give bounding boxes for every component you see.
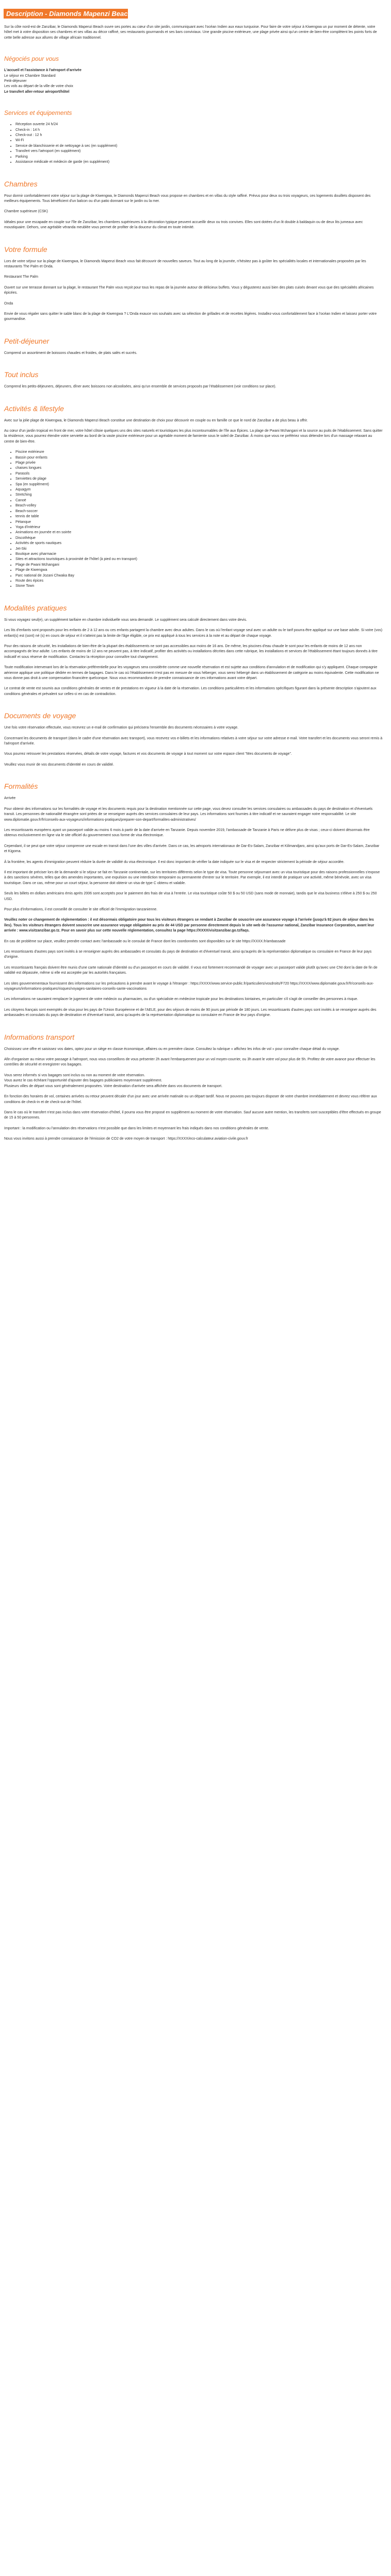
transport-paragraph: En fonction des horaires de vol, certaines arrivées ou retour peuvent décaler d'un jour avec une arrivée matinale ou un départ tardif. Nous ne pouvons pas toujours disposer de votre chambre immédiatement et devrez vous référer aux conditions de check-in et de check-out de l'hôtel. [4, 1095, 377, 1104]
negotiated-line: Le séjour en Chambre Standard [4, 74, 56, 78]
transport-paragraph: Afin d'organiser au mieux votre passage à l'aéroport, nous vous conseillons de vous présenter 2h avant l'embarquement pour un vol moyen-courrier, ou 3h avant le votre vol pour plus de 5h. Profitez de votre avance pour effectuer les contrôles de sécurité et enregistrer vos bagages. [4, 1058, 376, 1067]
terms-paragraph: Les lits d'enfants sont proposés pour les enfants de 2 à 12 ans ou ces enfants partagent la chambre avec deux adultes. Dans le cas où l'enfant voyage seul avec un adulte ou le tarif pourra être appliqué sur une base adulte. Si votre (vos) enfant(s) est (sont) né (s) en cours de séjour et il n'atteint pas la limite de l'âge éligible, ce prix est appliqué à tous les services à la note et au départ de chaque voyage. [4, 629, 383, 638]
services-item: • Transfert vers l'aéroport (en supplément) [15, 149, 383, 154]
activities-item: • Jet-Ski [15, 547, 383, 552]
services-item: • Assistance médicale et médecin de garde (en supplément) [15, 160, 383, 165]
activities-item: • Piscine extérieure [15, 450, 383, 455]
section-title-travel-documents: Documents de voyage [4, 711, 76, 720]
formalities-paragraph: Il est important de préciser lors de la demande si le séjour se fait en Tanzanie continentale, sur les territoires différents selon le type de visa. Toute personne séjournant avec un visa touristique pour des raisons professionnelles s'expose à des sanctions sévères, telles que des amendes importantes, une expulsion ou une interdiction temporaire ou permanente d'entrer sur le territoire. Par exemple, il est interdit de pratiquer une activité, même bénévole, avec un visa touristique. Dans ce cas, même pour un court séjour, la personne doit obtenir un visa de type C obtenu et valable. [4, 870, 380, 885]
terms-paragraph: Toute modification intervenant lors de la réservation préférentielle pour les voyageurs sera considérée comme une nouvelle réservation et est sujette aux conditions d'annulation et de modification qui s'y appliquent. Chaque compagnie aérienne applique une politique dédiée en termes de bagages. Dans le cas où l'établissement n'est pas en mesure de vous héberger, vous serez hébergé dans un établissement de catégorie au moins équivalente. Cette modification ne vous donne pas droit à une compensation financière quelconque. Nous vous recommandons de prendre connaissance de ces informations avant votre départ. [4, 666, 379, 681]
formalities-paragraph: Les sites gouvernementaux fournissent des informations sur les précautions à prendre avant le voyage à l'étranger : https://XXXX/www.service-public.fr/particuliers/vosdroits/F720 https://XXXX/www.diplomatie.gouv.fr/fr/conseils-aux-voyageurs/informations-pratiques/risques/voyages-sanitaires-conseils-sante-vaccinations [4, 981, 374, 991]
activities-item: • Spa (en supplément) [15, 482, 383, 487]
activities-item: • Discothèque [15, 536, 383, 541]
activities-item: • Plage de Pwani Mchangani [15, 563, 383, 568]
negotiated-line: L'accueil et l'assistance à l'aéroport d'arrivée [4, 69, 82, 73]
activities-item: • Yoga d'intérieur [15, 525, 383, 530]
page [0, 9, 391, 2576]
section-title-transport: Informations transport [4, 1032, 75, 1041]
formalities-paragraph: Les citoyens français sont exemptés de visa pour les pays de l'Union Européenne et de l'AELE, pour des séjours de moins de 90 jours par période de 180 jours. Les ressortissants d'autres pays sont invités à se renseigner auprès des ambassades et consulats du pays de destination et d'éventuel transit, ainsi qu'auprès de la représentation diplomatique ou consulaire en France de leur pays d'origine. [4, 1008, 377, 1018]
formalities-subtitle: Arrivée [4, 796, 16, 801]
activities-item: • Bassin pour enfants [15, 455, 383, 461]
activities-item: • Beach-soccer [15, 509, 383, 514]
transport-paragraph: Dans le cas où le transfert n'est pas inclus dans votre réservation d'hôtel, il pourra vous être proposé en supplément au moment de votre réservation. Sauf aucune autre mention, les transferts sont susceptibles d'être effectués en groupe de 15 à 50 personnes. [4, 1110, 381, 1120]
transport-line: Vous aurez le cas échéant l'opportunité d'ajouter des bagages publiciaires moyennant supplément. [4, 1079, 162, 1083]
travel-documents-paragraph: Concernant les documents de transport (dans le cadre d'une réservation avec transport), vous recevrez vos e-billets et les informations relatives à votre séjour sur votre adresse e-mail. Votre transfert et les documents vous seront remis à l'aéroport d'arrivée. [4, 736, 383, 746]
formalities-paragraph: Seuls les billets en dollars américains émis après 2006 sont acceptés pour le paiement des frais de visa à l'entrée. Le visa touristique coûte 50 $ ou 50 USD (sans mode de monnaie), tandis que le visa business s'élève à 250 $ ou 250 USD. [4, 892, 377, 901]
section-title-formula: Votre formule [4, 245, 47, 253]
formalities-paragraph: Pour obtenir des informations sur les formalités de voyage et les documents requis pour la destination mentionnée sur cette page, vous devez consulter les services consulaires ou ambassades du pays de destination et d'éventuels transit. Les personnes de nationalité étrangère sont priées de se renseigner auprès des services consulaires de leur pays. Les informations sont fournies à titre indicatif et ne sauraient engager notre responsabilité. Le site www.diplomatie.gouv.fr/fr/conseils-aux-voyageurs/informations-pratiques/preparer-son-depart/formalites-administratives/ [4, 807, 373, 822]
activities-item: • Parasols [15, 471, 383, 477]
activities-item: • Serviettes de plage [15, 477, 383, 482]
activities-item: • Canoë [15, 498, 383, 503]
transport-paragraph: Nous vous invitons aussi à prendre connaissance de l'émission de CO2 de votre moyen de transport : https://XXXX/eco-calculateur.aviation-civile.gouv.fr [4, 1137, 248, 1141]
negotiated-line: Le transfert aller-retour aéroport/hôtel [4, 90, 70, 94]
section-title-activities: Activités & lifestyle [4, 404, 64, 413]
formalities-paragraph: En cas de problème sur place, veuillez prendre contact avec l'ambassade ou le consulat de France dont les coordonnées sont disponibles sur le site https://XXXX.fr/ambassade [4, 939, 286, 943]
intro-paragraph: Sur la côte nord-est de Zanzibar, le Diamonds Mapenzi Beach ouvre ses portes au cœur d'un site jardin, communiquant avec l'océan Indien aux eaux turquoise. Pour faire de votre séjour à Kiwengwa un pur moment de détente, votre hôtel met à votre disposition ses chambres et ses villas au décor raffiné, ses restaurants gourmands et ses bars conviviaux. Une grande piscine extérieure, une plage privée ainsi qu'un centre de bien-être complètent les points forts de cette belle adresse aux allures de village africain traditionnel. [4, 25, 377, 40]
activities-item: • tennis de table [15, 514, 383, 519]
activities-item: • Pétanque [15, 520, 383, 525]
dining-paragraph: Ouvert sur une terrasse donnant sur la plage, le restaurant The Palm vous reçoit pour tous les repas de la journée autour de délicieux buffets. Vous y dégusterez aussi bien des plats cuisés devant vous que des spécialités africaines épicées. [4, 285, 374, 295]
dining-paragraph: Envie de vous régaler sans quitter le sable blanc de la plage de Kiwengwa ? L'Onda exauce vos souhaits avec sa sélection de grillades et de recettes légères. Installez-vous confortablement face à l'océan Indien et laissez porter votre gourmandise. [4, 312, 377, 321]
activities-item: • Beach-volley [15, 503, 383, 509]
section-title-terms: Modalités pratiques [4, 603, 67, 612]
activities-item: • Route des épices [15, 579, 383, 584]
formalities-paragraph: Les ressortissants européens ayant un passeport valide au moins 6 mois à partir de la date d'arrivée en Tanzanie. Depuis novembre 2019, l'ambassade de Tanzanie à Paris ne délivre plus de visas ; ceux-ci doivent désormais être obtenus exclusivement en ligne via le site officiel du gouvernement sous forme de visa électronique. [4, 828, 370, 838]
section-title-breakfast: Petit-déjeuner [4, 336, 50, 345]
activities-paragraph: Au cœur d'un jardin tropical en front de mer, votre hôtel côtoie quelques uns des sites naturels et touristiques les plus incontournables de l'île aux Épices. La plage de Pwani Mchangani et la source au puits de l'établissement. Sans quitter la résidence, vous pourrez étendre votre serviette au bord de la vaste piscine extérieure pour un agréable moment de farniente sous le soleil de Zanzibar. À moins que vous ne préfériez vous détendre lors d'un massage relaxant au centre de bien-être. [4, 429, 383, 444]
activities-item: • Parc national de Jozani Chwaka Bay [15, 573, 383, 579]
transport-line: Vous serez informés si vos bagages sont inclus ou non au moment de votre réservation. [4, 1073, 145, 1077]
activities-item: • Animations en journée et en soirée [15, 530, 383, 535]
breakfast-paragraph: Comprend un assortiment de boissons chaudes et froides, de plats salés et sucrés. [4, 351, 137, 355]
services-item: • Parking [15, 155, 383, 160]
services-item: • Réception ouverte 24 h/24 [15, 122, 383, 127]
formalities-paragraph: Cependant, il se peut que votre séjour comprenne une escale en transit dans l'une des villes d'arrivée. Dans ce cas, les aéroports internationaux de Dar-Es-Salam, Zanzibar et Kilimandjaro, ainsi qu'aux ports de Dar-Es-Salam, Zanzibar et Kigoma. [4, 844, 380, 854]
terms-paragraph: Pour des raisons de sécurité, les installations de bien-être de la plupart des établissements ne sont pas accessibles aux moins de 16 ans. De même, les piscines d'eau chaude le sont pour les enfants de moins de 12 ans non accompagnés de leur adulte. Les enfants de moins de 12 ans ne peuvent pas, à titre indicatif, profiter des activités ou installations décrites dans cette rubrique, les installations et services de l'établissement étant toujours donnés à titre indicatif et sous réserve de modification. Contactez la réception pour connaître tout changement. [4, 645, 378, 659]
description-content [0, 19, 391, 1142]
travel-documents-paragraph: Veuillez vous munir de vos documents d'identité en cours de validité. [4, 762, 115, 767]
terms-paragraph: Si vous voyagez seul(e), un supplément tarifaire en chambre individuelle vous sera demandé. Le supplément sera calculé directement dans votre devis. [4, 618, 247, 622]
travel-documents-paragraph: Une fois votre réservation effectuée, vous recevrez un e-mail de confirmation qui précisera l'ensemble des documents nécessaires à votre voyage. [4, 726, 239, 730]
services-item: • Check-out : 12 h [15, 133, 383, 138]
services-item: • Wi-Fi [15, 138, 383, 143]
activities-paragraph: Avec sur la jolie plage de Kiwengwa, le Diamonds Mapenzi Beach constitue une destination de choix pour découvrir en couple ou en famille ce que le nord de Zanzibar a de plus beau à offrir. [4, 418, 308, 422]
negotiated-line: Petit-déjeuner [4, 79, 27, 83]
formalities-paragraph: Les informations ne sauraient remplacer le jugement de votre médecin ou pharmacien, ou d'un spécialiste en médecine tropicale pour les destinations lointaines, en particulier s'il s'agit de conseiller des personnes à risque. [4, 997, 359, 1002]
negotiated-line: Les vols au départ de la ville de votre choix [4, 84, 73, 89]
formalities-paragraph: Les ressortissants d'autres pays sont invités à se renseigner auprès des ambassades et consulats du pays de destination et d'éventuel transit, ainsi qu'auprès de la représentation diplomatique ou consulaire en France de leur pays d'origine. [4, 950, 372, 959]
activities-item: • Plage privée [15, 461, 383, 466]
activities-item: • Sites et attractions touristiques à proximité de l'hôtel (à pied ou en transport) [15, 557, 383, 562]
activities-item: • chaises longues [15, 466, 383, 471]
services-item: • Service de blanchisserie et de nettoyage à sec (en supplément) [15, 144, 383, 149]
page-title: Description - Diamonds Mapenzi Beach - 4* [4, 9, 128, 19]
formalities-paragraph: Les ressortissants français doivent être munis d'une carte nationale d'identité ou d'un passeport en cours de validité. Il vous est fortement recommandé de voyager avec un passeport valide plutôt qu'avec une CNI dont la date de fin de validité est dépassée, même si elle est acceptée par les autorités françaises. [4, 965, 378, 975]
rooms-paragraph: Pour dormir confortablement votre séjour sur la plage de Kiwengwa, le Diamonds Mapenzi Beach vous propose en chambres et en villas du style raffiné. Prévus pour deux ou trois voyageurs, ces logements douillets disposent des meilleurs équipements. Tous bénéficient d'un balcon ou d'un patio donnant sur le jardin ou la mer. [4, 194, 371, 203]
activities-item: • Activités de sports nautiques [15, 541, 383, 546]
section-title-all-inclusive: Tout inclus [4, 370, 39, 379]
rooms-paragraph: Chambre supérieure (CSK) [4, 210, 48, 214]
activities-item: • Aquagym [15, 487, 383, 493]
rooms-paragraph: Idéales pour une escapade en couple sur l'île de Zanzibar, les chambres supérieures à la décoration typique peuvent accueillir deux ou trois convives. Elles sont dotées d'un lit double à baldaquin ou de deux lits jumeaux avec moustiquaire. Dehors, une agréable véranda meublée vous permet de profiter de la douceur du climat en toute intimité. [4, 220, 363, 230]
transport-paragraph: Choisissez une offre et saisissez vos dates, optez pour un siège en classe économique, affaires ou en première classe. Consultez la rubrique « affichez les infos de vol » pour connaître chaque détail du voyage. [4, 1047, 340, 1051]
activities-list [4, 450, 383, 589]
dining-paragraph: Restaurant The Palm [4, 275, 39, 279]
services-item: • Check-in : 14 h [15, 128, 383, 133]
insurance-notice: Veuillez noter ce changement de réglementation : il est désormais obligatoire pour tous les visiteurs étrangers se rendant à Zanzibar de souscrire une assurance voyage à l'arrivée (jusqu'à 92 jours de séjour dans les îles). Tous les visiteurs étrangers doivent souscrire une assurance voyage obligatoire au prix de 44 USD par personne directement depuis le site web de l'assureur national, Zanzibar Insurance Corporation, avant leur arrivée : www.visitzanzibar.go.tz. Pour en savoir plus sur cette nouvelle réglementation, consultez la page https://XXXX/visitzanzibar.go.tz/faqs. [4, 918, 374, 933]
terms-paragraph: Le contrat de vente est soumis aux conditions générales de ventes et de prestations en vigueur à la date de la réservation. Les conditions particulières et les informations spécifiques figurant dans la présente description s'ajoutent aux conditions générales et prévalent sur celles-ci en cas de contradiction. [4, 687, 377, 696]
section-title-services: Services et équipements [4, 109, 72, 117]
activities-item: • Stone Town [15, 584, 383, 589]
travel-documents-paragraph: Vous pourrez retrouver les prestations réservées, détails de votre voyage, factures et vos documents de voyage à tout moment sur votre espace client "Mes documents de voyage". [4, 752, 292, 756]
transport-paragraph: Plusieurs villes de départ vous sont généralement proposées. Votre destination d'arrivée sera affichée dans vos documents de transport. [4, 1084, 223, 1088]
section-title-rooms: Chambres [4, 179, 38, 188]
services-list [4, 122, 383, 165]
activities-item: • Plage de Kiwengwa [15, 568, 383, 573]
section-title-negotiated: Négociés pour vous [4, 55, 59, 63]
formalities-paragraph: Pour plus d'informations, il est conseillé de consulter le site officiel de l'immigration tanzanienne. [4, 907, 158, 911]
transport-paragraph: Important : la modification ou l'annulation des réservations n'est possible que dans les limites et moyennant les frais indiqués dans nos conditions générales de vente. [4, 1126, 269, 1130]
activities-item: • Stretching [15, 493, 383, 498]
all-inclusive-paragraph: Comprend les petits-déjeuners, déjeuners, dîner avec boissons non alcoolisées, ainsi qu'un ensemble de services proposés par l'établissement (voir conditions sur place). [4, 385, 276, 389]
section-title-formalities: Formalités [4, 782, 38, 791]
dining-paragraph: Onda [4, 301, 13, 306]
activities-item: • Boutique avec pharmacie [15, 552, 383, 557]
dining-paragraph: Lors de votre séjour sur la plage de Kiwengwa, le Diamonds Mapenzi Beach vous fait découvrir de nouvelles saveurs. Tout au long de la journée, n'hésitez pas à goûter les spécialités locales et internationales proposées par les restaurants The Palm et Onda. [4, 259, 366, 268]
formalities-paragraph: À la frontière, les agents d'immigration peuvent réduire la durée de validité du visa électronique. Il est donc important de vérifier la date indiquée sur le visa et de respecter strictement la période de séjour accordée. [4, 860, 345, 864]
